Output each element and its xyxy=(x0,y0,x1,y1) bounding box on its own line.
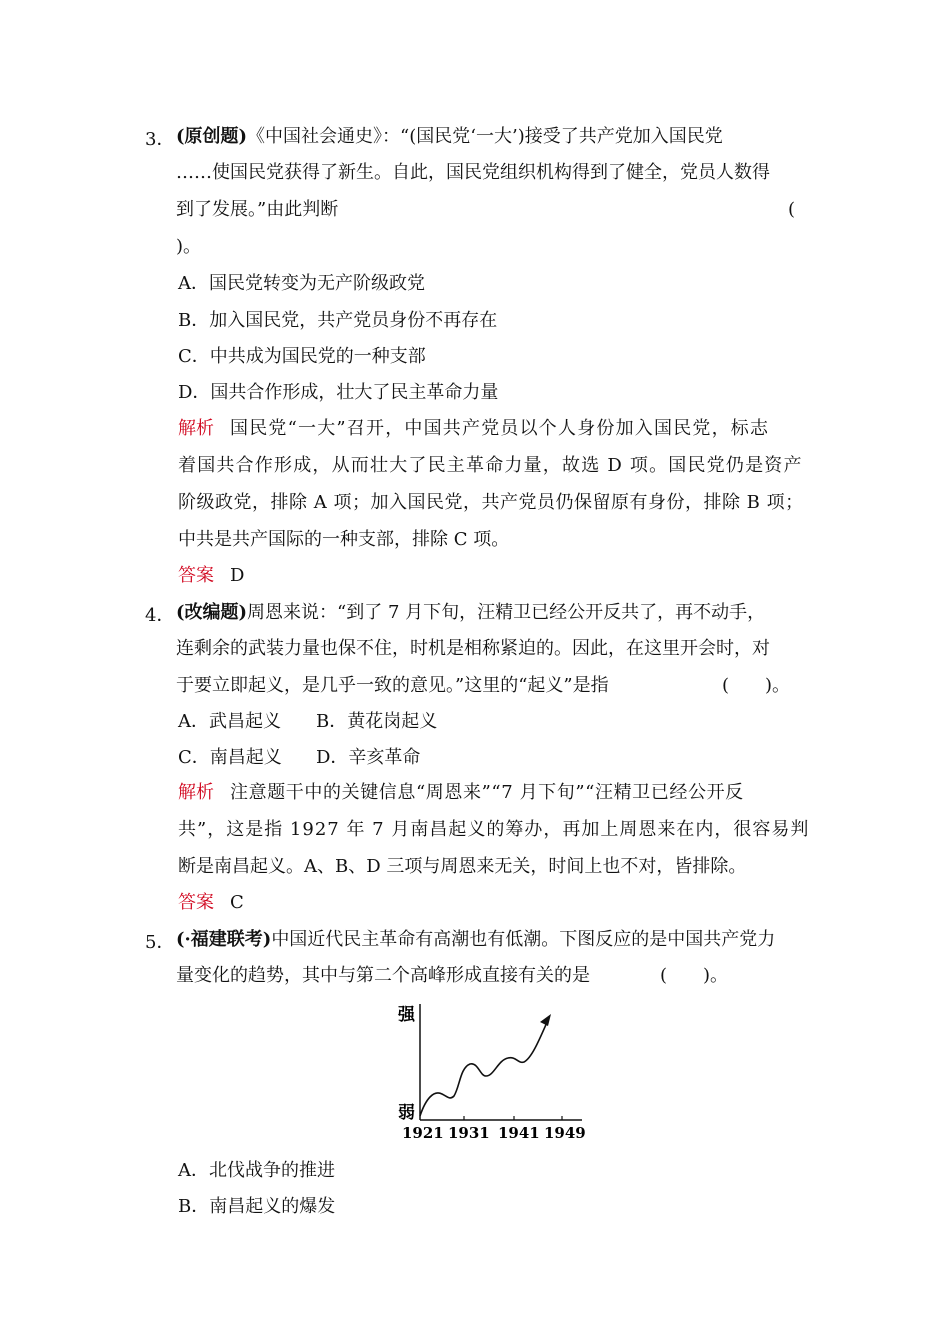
q3-stem-line-1: (原创题)《中国社会通史》：“(国民党‘一大’)接受了共产党加入国民党 xyxy=(176,126,723,147)
trend-chart xyxy=(390,998,590,1143)
q3-analysis-line-1: 解析 国民党“一大”召开，中国共产党员以个人身份加入国民党，标志 xyxy=(178,418,770,439)
q5-number: 5． xyxy=(145,932,175,953)
q3-stem-line-3: 到了发展。”由此判断 xyxy=(176,199,339,220)
q4-analysis-line-2: 共”，这是指 1927 年 7 月南昌起义的筹办，再加上周恩来在内，很容易判 xyxy=(178,819,810,840)
q3-option-a: A．国民党转变为无产阶级政党 xyxy=(178,273,425,294)
chart-x-tick-label: 1949 xyxy=(544,1124,586,1142)
q4-analysis-label: 解析 xyxy=(178,782,214,803)
q4-analysis-line-1: 解析 注意题干中的关键信息“周恩来”“7 月下旬”“汪精卫已经公开反 xyxy=(178,782,744,803)
q4-analysis-line-3: 断是南昌起义。A、B、D 三项与周恩来无关，时间上也不对，皆排除。 xyxy=(178,856,747,877)
q4-option-a: A．武昌起义 xyxy=(178,711,281,732)
q3-answer: 答案 D xyxy=(178,565,245,586)
q3-option-b: B．加入国民党，共产党员身份不再存在 xyxy=(178,310,498,331)
q3-analysis-line-4: 中共是共产国际的一种支部，排除 C 项。 xyxy=(178,529,510,550)
chart-ylabel-bottom: 弱 xyxy=(398,1103,415,1123)
q4-option-d: D．辛亥革命 xyxy=(316,747,421,768)
q4-number: 4． xyxy=(145,605,175,626)
q4-source: (改编题) xyxy=(176,602,248,623)
q3-paren-close: )。 xyxy=(176,236,202,257)
q4-stem-line-1: (改编题)周恩来说：“到了 7 月下旬，汪精卫已经公开反共了，再不动手， xyxy=(176,602,766,623)
q5-stem-line-2: 量变化的趋势，其中与第二个高峰形成直接有关的是 xyxy=(176,965,590,986)
q3-analysis-line-2: 着国共合作形成，从而壮大了民主革命力量，故选 D 项。国民党仍是资产 xyxy=(178,455,803,476)
q5-source: (·福建联考) xyxy=(176,929,272,950)
q3-analysis-label: 解析 xyxy=(178,418,214,439)
q4-stem-line-2: 连剩余的武装力量也保不住，时机是相称紧迫的。因此，在这里开会时，对 xyxy=(176,638,770,659)
q4-stem-line-3: 于要立即起义，是几乎一致的意见。”这里的“起义”是指 xyxy=(176,675,609,696)
chart-x-tick-label: 1921 xyxy=(402,1124,444,1142)
trend-curve xyxy=(420,1020,548,1116)
q4-answer: 答案 C xyxy=(178,892,244,913)
q3-option-d: D．国共合作形成，壮大了民主革命力量 xyxy=(178,382,499,403)
q4-option-c: C．南昌起义 xyxy=(178,747,282,768)
q3-analysis-line-3: 阶级政党，排除 A 项；加入国民党，共产党员仍保留原有身份，排除 B 项； xyxy=(178,492,804,513)
q5-paren: ( )。 xyxy=(660,965,729,986)
q5-stem-line-1: (·福建联考)中国近代民主革命有高潮也有低潮。下图反应的是中国共产党力 xyxy=(176,929,776,950)
q4-answer-label: 答案 xyxy=(178,892,214,913)
chart-x-tick-label: 1931 xyxy=(448,1124,490,1142)
chart-x-tick-label: 1941 xyxy=(498,1124,540,1142)
q5-option-b: B．南昌起义的爆发 xyxy=(178,1196,336,1217)
q3-source: (原创题) xyxy=(176,126,248,147)
q3-number: 3． xyxy=(145,129,175,150)
trend-arrowhead xyxy=(540,1014,551,1026)
q4-option-b: B．黄花岗起义 xyxy=(316,711,438,732)
chart-ylabel-top: 强 xyxy=(398,1005,415,1025)
q4-paren: ( )。 xyxy=(722,675,791,696)
q3-option-c: C．中共成为国民党的一种支部 xyxy=(178,346,426,367)
q5-option-a: A．北伐战争的推进 xyxy=(178,1160,335,1181)
q3-answer-label: 答案 xyxy=(178,565,214,586)
q3-paren-open: ( xyxy=(788,199,796,220)
q3-stem-line-2: ……使国民党获得了新生。自此，国民党组织机构得到了健全，党员人数得 xyxy=(176,162,770,183)
